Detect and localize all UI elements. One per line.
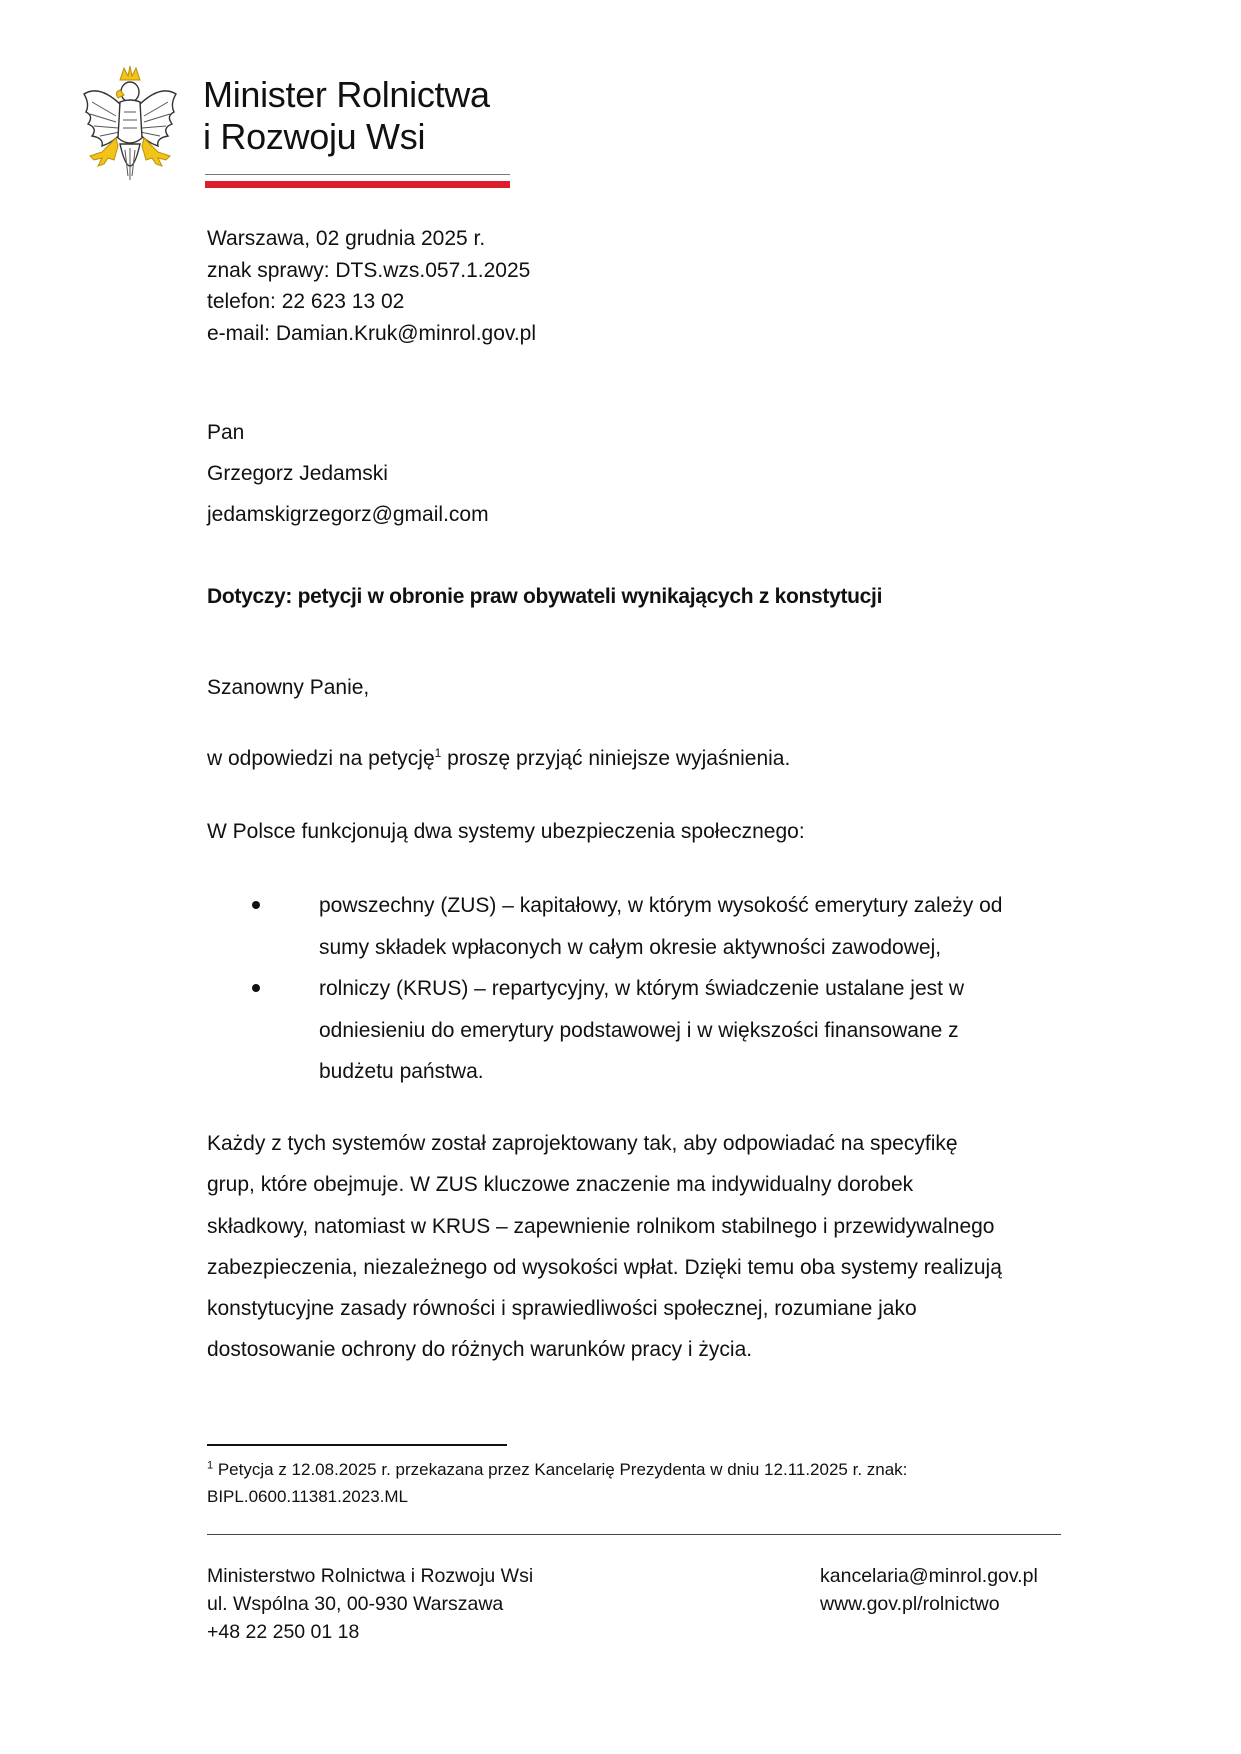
footer-contact xyxy=(820,1562,1038,1618)
list-item-line: sumy składek wpłaconych w całym okresie aktywności zawodowej, xyxy=(319,935,942,959)
paragraph-line: konstytucyjne zasady równości i sprawiedliwości społecznej, rozumiane jako xyxy=(207,1297,917,1321)
header-red-rule xyxy=(205,181,510,188)
list-item-line: odniesieniu do emerytury podstawowej i w większości finansowane z xyxy=(319,1018,959,1042)
paragraph-line: Każdy z tych systemów został zaprojektowany tak, aby odpowiadać na specyfikę xyxy=(207,1132,958,1155)
systems-list xyxy=(207,885,1067,1093)
header-title-line2: i Rozwoju Wsi xyxy=(203,116,426,157)
footer-phone: +48 22 250 01 18 xyxy=(207,1621,360,1643)
header-title-line1: Minister Rolnictwa xyxy=(203,74,490,115)
footnote-line1 xyxy=(207,1456,1067,1483)
header-gray-rule xyxy=(205,174,510,175)
sender-email: e-mail: Damian.Kruk@minrol.gov.pl xyxy=(207,321,537,345)
footer-org: Ministerstwo Rolnictwa i Rozwoju Wsi xyxy=(207,1565,534,1587)
list-item-line: powszechny (ZUS) – kapitałowy, w którym wysokość emerytury zależy od xyxy=(319,894,1003,917)
footer-email-link[interactable]: kancelaria@minrol.gov.pl xyxy=(820,1565,1038,1587)
bullet-icon xyxy=(252,984,260,992)
paragraph-line: grup, które obejmuje. W ZUS kluczowe znaczenie ma indywidualny dorobek xyxy=(207,1173,914,1197)
paragraph-line: zabezpieczenia, niezależnego od wysokości wpłat. Dzięki temu oba systemy realizują xyxy=(207,1255,1002,1279)
case-reference: znak sprawy: DTS.wzs.057.1.2025 xyxy=(207,258,531,282)
footnote-mark: 1 xyxy=(207,1459,214,1472)
letter-meta xyxy=(207,223,536,349)
list-item-line: rolniczy (KRUS) – repartycyjny, w którym świadczenie ustalane jest w xyxy=(319,977,964,1000)
explanation-paragraph xyxy=(207,1123,1067,1371)
systems-intro: W Polsce funkcjonują dwa systemy ubezpieczenia społecznego: xyxy=(207,820,805,843)
footnote-line2: BIPL.0600.11381.2023.ML xyxy=(207,1487,409,1506)
letter-subject: Dotyczy: petycji w obronie praw obywateli wynikających z konstytucji xyxy=(207,585,883,608)
sender-phone: telefon: 22 623 13 02 xyxy=(207,290,405,313)
footer-separator xyxy=(207,1534,1061,1535)
footnote xyxy=(207,1456,1067,1510)
footnote-text: Petycja z 12.08.2025 r. przekazana przez Kancelarię Prezydenta w dniu 12.11.2025 r. znak: xyxy=(213,1460,908,1479)
bullet-icon xyxy=(252,901,260,909)
greeting: Szanowny Panie, xyxy=(207,676,370,699)
footnote-reference: 1 xyxy=(434,746,442,760)
intro-text-before: w odpowiedzi na petycję xyxy=(207,747,435,770)
recipient-name: Grzegorz Jedamski xyxy=(207,462,388,485)
recipient-email: jedamskigrzegorz@gmail.com xyxy=(207,503,489,526)
list-item-line: budżetu państwa. xyxy=(319,1060,484,1083)
list-item xyxy=(207,885,1067,968)
list-item xyxy=(207,968,1067,1093)
footer-street: ul. Wspólna 30, 00-930 Warszawa xyxy=(207,1593,504,1615)
footer-address xyxy=(207,1562,533,1646)
place-date: Warszawa, 02 grudnia 2025 r. xyxy=(207,227,486,250)
ministry-header-title xyxy=(203,74,490,158)
intro-paragraph xyxy=(207,747,790,771)
footer-website-link[interactable]: www.gov.pl/rolnictwo xyxy=(820,1593,1000,1615)
intro-text-after: proszę przyjąć niniejsze wyjaśnienia. xyxy=(441,747,791,770)
paragraph-line: składkowy, natomiast w KRUS – zapewnienie rolnikom stabilnego i przewidywalnego xyxy=(207,1214,995,1238)
paragraph-line: dostosowanie ochrony do różnych warunków pracy i życia. xyxy=(207,1338,753,1362)
recipient-salutation: Pan xyxy=(207,421,245,444)
footnote-separator xyxy=(207,1444,507,1446)
polish-eagle-emblem-icon xyxy=(80,64,180,188)
recipient-block xyxy=(207,412,489,535)
